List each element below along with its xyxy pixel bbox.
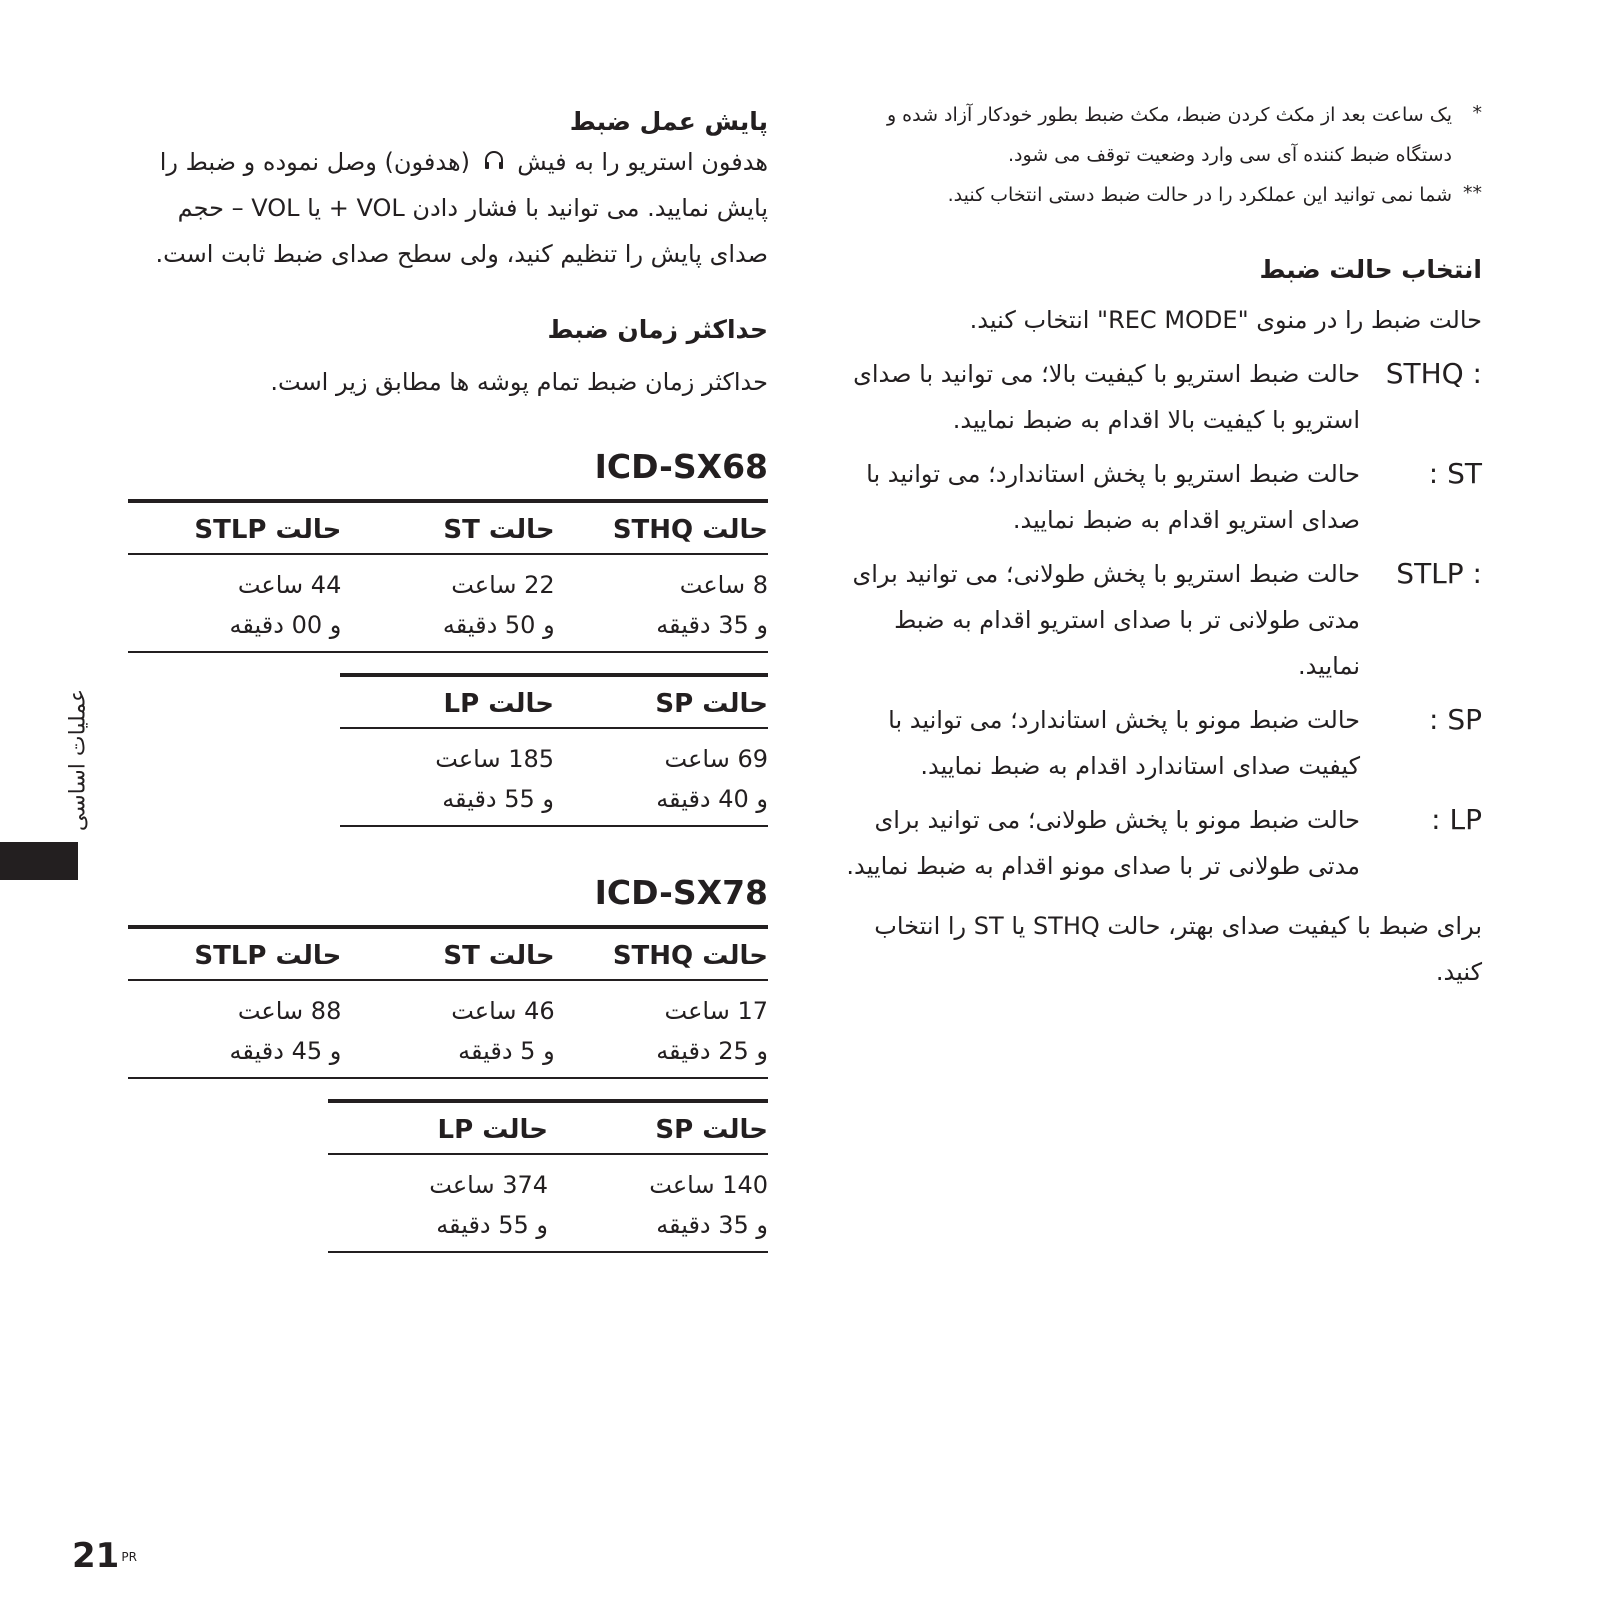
cell-minutes: و 50 دقیقه	[442, 611, 555, 639]
footnote-2	[840, 175, 1482, 215]
mode-item-stlp	[840, 551, 1482, 689]
rec-mode-intro: حالت ضبط را در منوی "REC MODE" انتخاب کنید.	[969, 306, 1482, 334]
cell-hours: 69 ساعت	[664, 745, 768, 773]
page-number-value: 21	[72, 1536, 120, 1576]
right-column	[840, 95, 1482, 995]
mode-item-lp	[840, 797, 1482, 889]
table-header: حالت STLP	[128, 501, 341, 554]
mode-key: : SP	[1429, 703, 1482, 736]
monitoring-text	[128, 139, 768, 277]
mode-key: STHQ :	[1385, 357, 1482, 390]
side-section-label: عملیات اساسی	[65, 688, 91, 832]
table-cell	[341, 554, 554, 652]
section-title-rec-mode: انتخاب حالت ضبط	[1259, 255, 1482, 284]
table-header: حالت SP	[548, 1101, 768, 1154]
section-title-monitoring: پایش عمل ضبط	[569, 107, 768, 136]
mode-item-sp	[840, 697, 1482, 789]
table-header: حالت STHQ	[555, 501, 768, 554]
cell-minutes: و 35 دقیقه	[656, 1211, 768, 1239]
cell-hours: 17 ساعت	[664, 997, 768, 1025]
cell-hours: 46 ساعت	[451, 997, 555, 1025]
cell-hours: 374 ساعت	[429, 1171, 548, 1199]
table-header: حالت SP	[554, 675, 768, 728]
mode-desc: حالت ضبط استریو با پخش استاندارد؛ می توانید با صدای استریو اقدام به ضبط نمایید.	[866, 460, 1360, 534]
table-header: حالت LP	[340, 675, 554, 728]
cell-hours: 8 ساعت	[679, 571, 768, 599]
mode-item-st	[840, 451, 1482, 543]
monitoring-text-start: هدفون استریو را به فیش	[517, 148, 768, 176]
footnote-mark: *	[1472, 102, 1482, 124]
table-cell	[548, 1154, 768, 1252]
table-header: حالت STHQ	[555, 927, 768, 980]
footnote-text: یک ساعت بعد از مکث کردن ضبط، مکث ضبط بطور خودکار آزاد شده و دستگاه ضبط کننده آی سی وارد وضعیت توقف می شود.	[886, 104, 1452, 166]
mode-key: : LP	[1431, 803, 1482, 836]
model-title: ICD-SX78	[594, 873, 768, 912]
mode-desc: حالت ضبط استریو با کیفیت بالا؛ می توانید با صدای استریو با کیفیت بالا اقدام به ضبط نمایید.	[853, 360, 1360, 434]
recording-time-table	[328, 1099, 768, 1253]
table-cell	[340, 728, 554, 826]
cell-minutes: و 55 دقیقه	[436, 1211, 548, 1239]
table-cell	[341, 980, 554, 1078]
side-section-tab	[0, 842, 78, 880]
cell-minutes: و 45 دقیقه	[229, 1037, 342, 1065]
table-cell	[128, 980, 341, 1078]
mode-key: : ST	[1428, 457, 1482, 490]
table-cell	[328, 1154, 548, 1252]
cell-hours: 185 ساعت	[435, 745, 554, 773]
cell-minutes: و 00 دقیقه	[229, 611, 342, 639]
cell-minutes: و 5 دقیقه	[458, 1037, 555, 1065]
footnote-text: شما نمی توانید این عملکرد را در حالت ضبط دستی انتخاب کنید.	[947, 184, 1452, 206]
cell-hours: 22 ساعت	[451, 571, 555, 599]
table-header: حالت STLP	[128, 927, 341, 980]
mode-key: STLP :	[1396, 557, 1482, 590]
cell-hours: 140 ساعت	[649, 1171, 768, 1199]
table-header: حالت LP	[328, 1101, 548, 1154]
monitoring-text-end: (هدفون) وصل نموده و ضبط را پایش نمایید. می توانید با فشار دادن VOL + یا VOL – حجم صدای پایش را تنظیم کنید، ولی سطح صدای ضبط ثابت است.	[155, 148, 768, 268]
table-header: حالت ST	[341, 501, 554, 554]
rec-mode-closing: برای ضبط با کیفیت صدای بهتر، حالت STHQ یا ST را انتخاب کنید.	[874, 912, 1482, 986]
left-column	[128, 105, 768, 1253]
recording-time-table	[340, 673, 768, 827]
table-cell	[128, 554, 341, 652]
cell-minutes: و 55 دقیقه	[442, 785, 554, 813]
model-title: ICD-SX68	[594, 447, 768, 486]
mode-item-sthq	[840, 351, 1482, 443]
mode-desc: حالت ضبط مونو با پخش طولانی؛ می توانید برای مدتی طولانی تر با صدای مونو اقدام به ضبط نمایید.	[846, 806, 1360, 880]
table-cell	[555, 554, 768, 652]
cell-hours: 44 ساعت	[237, 571, 342, 599]
table-header: حالت ST	[341, 927, 554, 980]
headphones-icon	[482, 148, 506, 172]
cell-minutes: و 35 دقیقه	[656, 611, 768, 639]
footnote-mark: **	[1463, 182, 1482, 204]
cell-hours: 88 ساعت	[237, 997, 342, 1025]
section-title-max-time: حداکثر زمان ضبط	[547, 315, 768, 344]
mode-desc: حالت ضبط مونو با پخش استاندارد؛ می توانید با کیفیت صدای استاندارد اقدام به ضبط نمایید.	[888, 706, 1360, 780]
table-cell	[555, 980, 768, 1078]
table-cell	[554, 728, 768, 826]
cell-minutes: و 40 دقیقه	[656, 785, 768, 813]
recording-time-table	[128, 499, 768, 653]
page-language-code: PR	[121, 1549, 137, 1564]
max-time-desc: حداکثر زمان ضبط تمام پوشه ها مطابق زیر است.	[270, 368, 768, 396]
recording-time-table	[128, 925, 768, 1079]
mode-desc: حالت ضبط استریو با پخش طولانی؛ می توانید برای مدتی طولانی تر با صدای استریو اقدام به ضبط نمایید.	[852, 560, 1360, 680]
cell-minutes: و 25 دقیقه	[656, 1037, 768, 1065]
footnote-1	[840, 95, 1482, 175]
page-number	[72, 1536, 137, 1576]
